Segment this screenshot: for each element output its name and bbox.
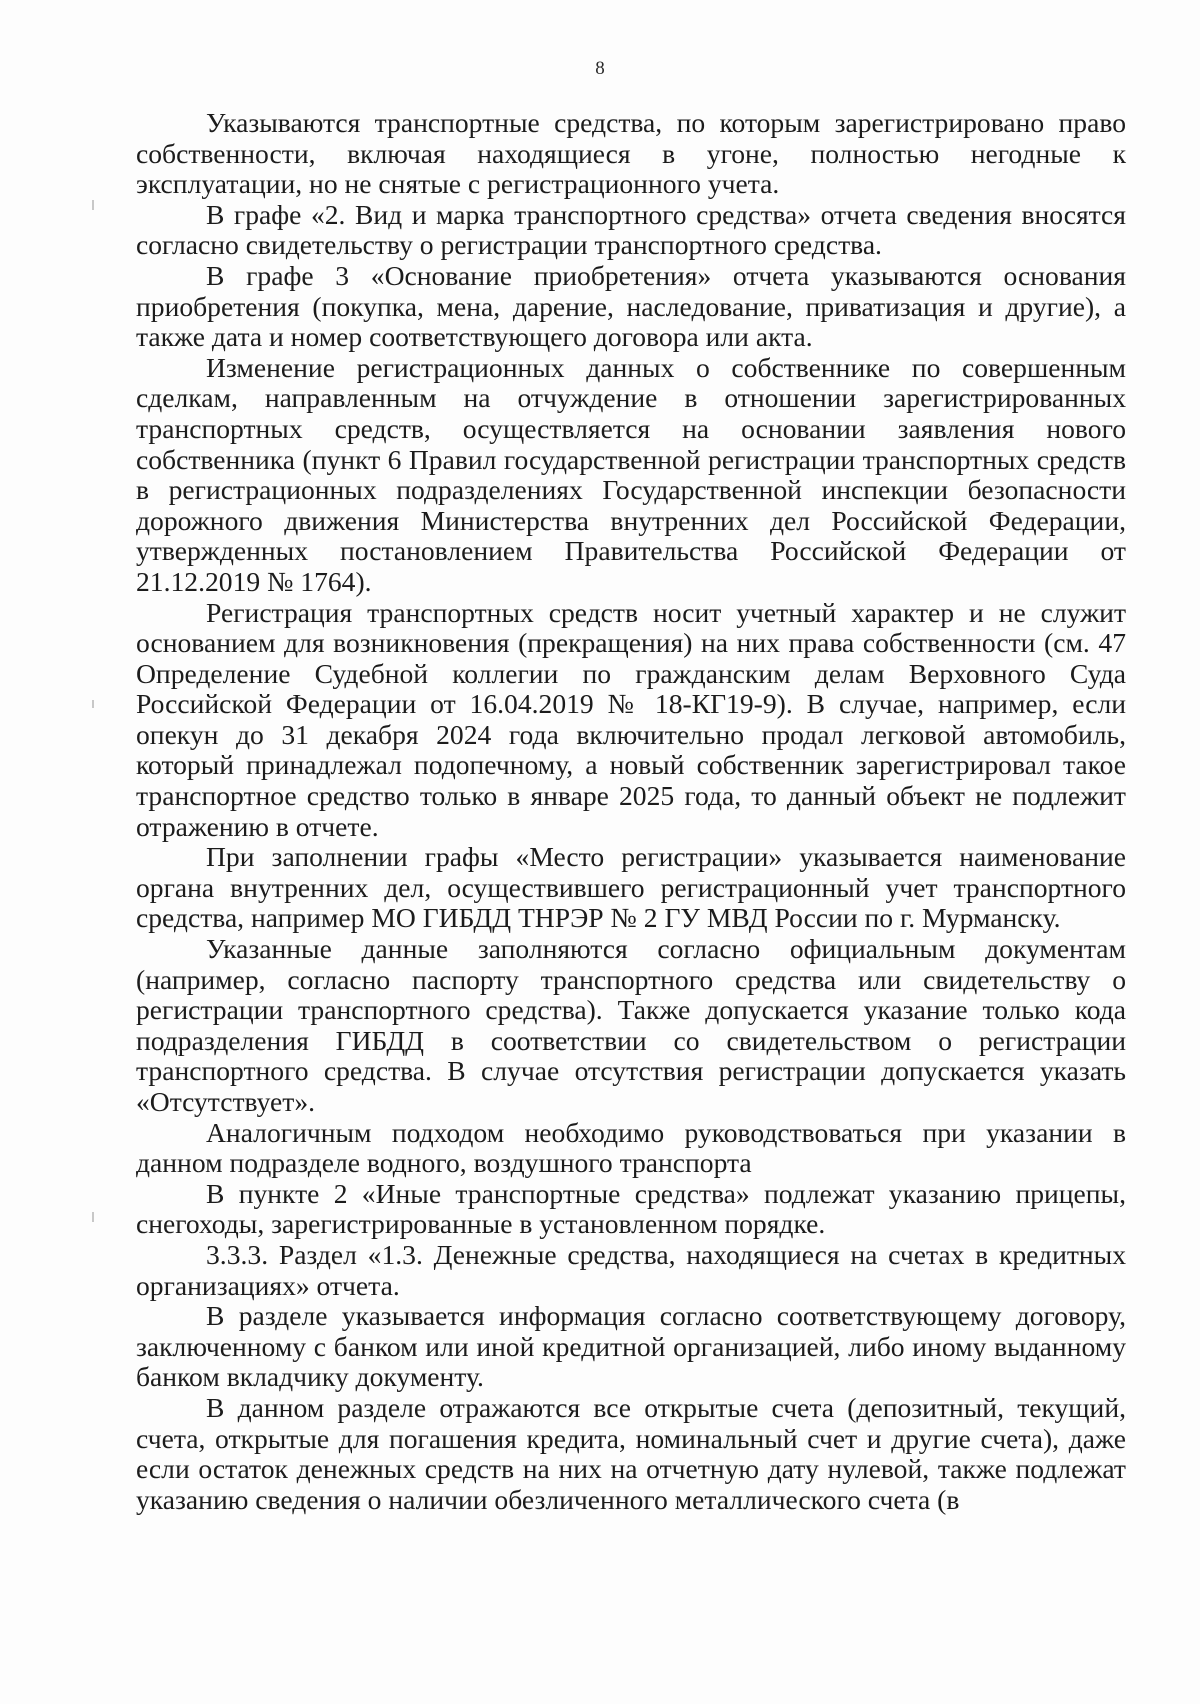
paragraph-column-2: В графе «2. Вид и марка транспортного средства» отчета сведения вносятся согласно свидетельству о регистрации транспортного средства. (136, 198, 1126, 261)
scan-artifact (92, 200, 94, 210)
paragraph-open-accounts: В данном разделе отражаются все открытые счета (депозитный, текущий, счета, открытые для погашения кредита, номинальный счет и другие счета), даже если остаток денежных средств на них на отчетную дату нулевой, также подлежат указанию сведения о наличии обезличенного металлического счета (в (136, 1391, 1126, 1515)
section-heading-3-3-3: 3.3.3. Раздел «1.3. Денежные средства, находящиеся на счетах в кредитных организациях» отчета. (136, 1238, 1126, 1301)
scan-artifact (92, 1212, 94, 1222)
paragraph-registration-nature: Регистрация транспортных средств носит учетный характер и не служит основанием для возникновения (прекращения) на них права собственности (см. 47 Определение Судебной коллегии по гражданским делам Верховного Суда Российской Федерации от 16.04.2019 № 18-КГ19-9). В случае, например, если опекун до 31 декабря 2024 года включительно продал легковой автомобиль, который принадлежал подопечному, а новый собственник зарегистрировал такое транспортное средство только в январе 2025 года, то данный объект не подлежит отражению в отчете. (136, 596, 1126, 842)
document-body (136, 108, 1126, 1515)
paragraph-registration-change: Изменение регистрационных данных о собственнике по совершенным сделкам, направленным на отчуждение в отношении зарегистрированных транспортных средств, осуществляется на основании заявления нового собственника (пункт 6 Правил государственной регистрации транспортных средств в регистрационных подразделениях Государственной инспекции безопасности дорожного движения Министерства внутренних дел Российской Федерации, утвержденных постановлением Правительства Российской Федерации от 21.12.2019 № 1764). (136, 351, 1126, 597)
paragraph-water-air-transport: Аналогичным подходом необходимо руководствоваться при указании в данном подразделе водного, воздушного транспорта (136, 1116, 1126, 1179)
page-number: 8 (595, 58, 605, 79)
paragraph-official-documents: Указанные данные заполняются согласно официальным документам (например, согласно паспорту транспортного средства или свидетельству о регистрации транспортного средства). Также допускается указание только кода подразделения ГИБДД в соответствии со свидетельством о регистрации транспортного средства. В случае отсутствия регистрации допускается указать «Отсутствует». (136, 933, 1126, 1117)
paragraph-column-3: В графе 3 «Основание приобретения» отчета указываются основания приобретения (покупка, мена, дарение, наследование, приватизация и другие), а также дата и номер соответствующего договора или акта. (136, 259, 1126, 353)
paragraph-other-vehicles: В пункте 2 «Иные транспортные средства» подлежат указанию прицепы, снегоходы, зарегистрированные в установленном порядке. (136, 1177, 1126, 1240)
paragraph-vehicles-listed: Указываются транспортные средства, по которым зарегистрировано право собственности, включая находящиеся в угоне, полностью негодные к эксплуатации, но не снятые с регистрационного учета. (136, 107, 1126, 200)
paragraph-place-of-registration: При заполнении графы «Место регистрации» указывается наименование органа внутренних дел, осуществившего регистрационный учет транспортного средства, например МО ГИБДД ТНРЭР № 2 ГУ МВД России по г. Мурманску. (136, 841, 1126, 934)
paragraph-bank-agreement: В разделе указывается информация согласно соответствующему договору, заключенному с банком или иной кредитной организацией, либо иному выданному банком вкладчику документу. (136, 1300, 1126, 1393)
scan-artifact (92, 700, 94, 708)
